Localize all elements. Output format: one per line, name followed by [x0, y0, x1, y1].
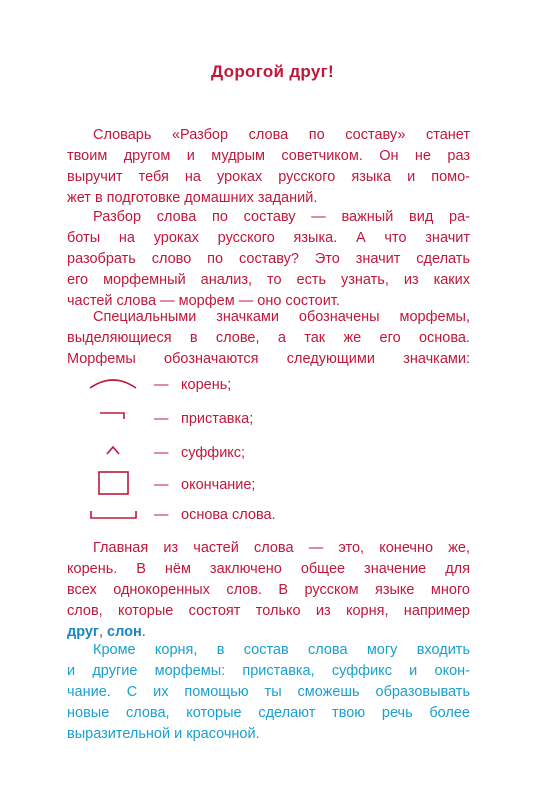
root-paragraph	[67, 538, 470, 643]
legend-label: корень;	[181, 377, 232, 393]
text-line: боты на уроках русского языка. А что значит	[67, 230, 470, 246]
analysis-paragraph	[67, 207, 470, 312]
text-line: разобрать слово по составу? Это значит сделать	[67, 251, 470, 267]
morphemes-paragraph	[67, 640, 470, 745]
root-arc-icon	[88, 374, 138, 398]
text-line: и другие морфемы: приставка, суффикс и окон-	[67, 663, 470, 679]
suffix-caret-icon	[88, 442, 138, 466]
legend-dash: —	[154, 507, 169, 523]
text-line: твоим другом и мудрым советчиком. Он не раз	[67, 148, 470, 164]
prefix-corner-icon	[88, 408, 138, 432]
text-line: выручит тебя на уроках русского языка и помо-	[67, 169, 470, 185]
legend-dash: —	[154, 377, 169, 393]
page-title: Дорогой друг!	[211, 62, 334, 81]
text-line: его морфемный анализ, то есть узнать, из каких	[67, 272, 470, 288]
text-line: новые слова, которые сделают твою речь более	[67, 705, 470, 721]
text-line: Морфемы обозначаются следующими значками:	[67, 351, 470, 367]
separator: ,	[98, 624, 108, 640]
text-line: всех однокоренных слов. В русском языке много	[67, 582, 470, 598]
text-line: Кроме корня, в состав слова могу входить	[93, 642, 470, 658]
text-line: выразительной и красочной.	[67, 726, 260, 742]
stem-bracket-icon	[88, 504, 138, 528]
text-line: Специальными значками обозначены морфемы,	[93, 309, 470, 325]
text-line: Разбор слова по составу — важный вид ра-	[93, 209, 470, 225]
text-line: Главная из частей слова — это, конечно же,	[93, 540, 470, 556]
intro-paragraph	[67, 125, 470, 209]
text-line: Словарь «Разбор слова по составу» станет	[93, 127, 470, 143]
legend-row-prefix	[88, 408, 388, 432]
legend-row-suffix	[88, 442, 388, 466]
symbols-paragraph	[67, 307, 470, 370]
text-line: жет в подготовке домашних заданий.	[67, 190, 318, 206]
legend-dash: —	[154, 477, 169, 493]
text-line: слов, которые состоят только из корня, например	[67, 603, 470, 619]
period: .	[141, 624, 146, 640]
legend-dash: —	[154, 411, 169, 427]
text-line: чание. С их помощью ты сможешь образовывать	[67, 684, 470, 700]
legend-label: суффикс;	[181, 445, 246, 461]
ending-box-icon	[88, 474, 138, 498]
legend-row-root	[88, 374, 388, 398]
text-line: частей слова — морфем — оно состоит.	[67, 293, 340, 309]
legend-label: окончание;	[181, 477, 256, 493]
text-line: корень. В нём заключено общее значение для	[67, 561, 470, 577]
example-word: друг	[67, 624, 99, 640]
legend-row-stem	[88, 504, 388, 528]
legend-label: основа слова.	[181, 507, 276, 523]
legend-dash: —	[154, 445, 169, 461]
text-line: выделяющиеся в слове, а так же его основа.	[67, 330, 470, 346]
legend-row-ending	[88, 474, 388, 498]
legend-label: приставка;	[181, 411, 254, 427]
example-word: слон	[107, 624, 142, 640]
